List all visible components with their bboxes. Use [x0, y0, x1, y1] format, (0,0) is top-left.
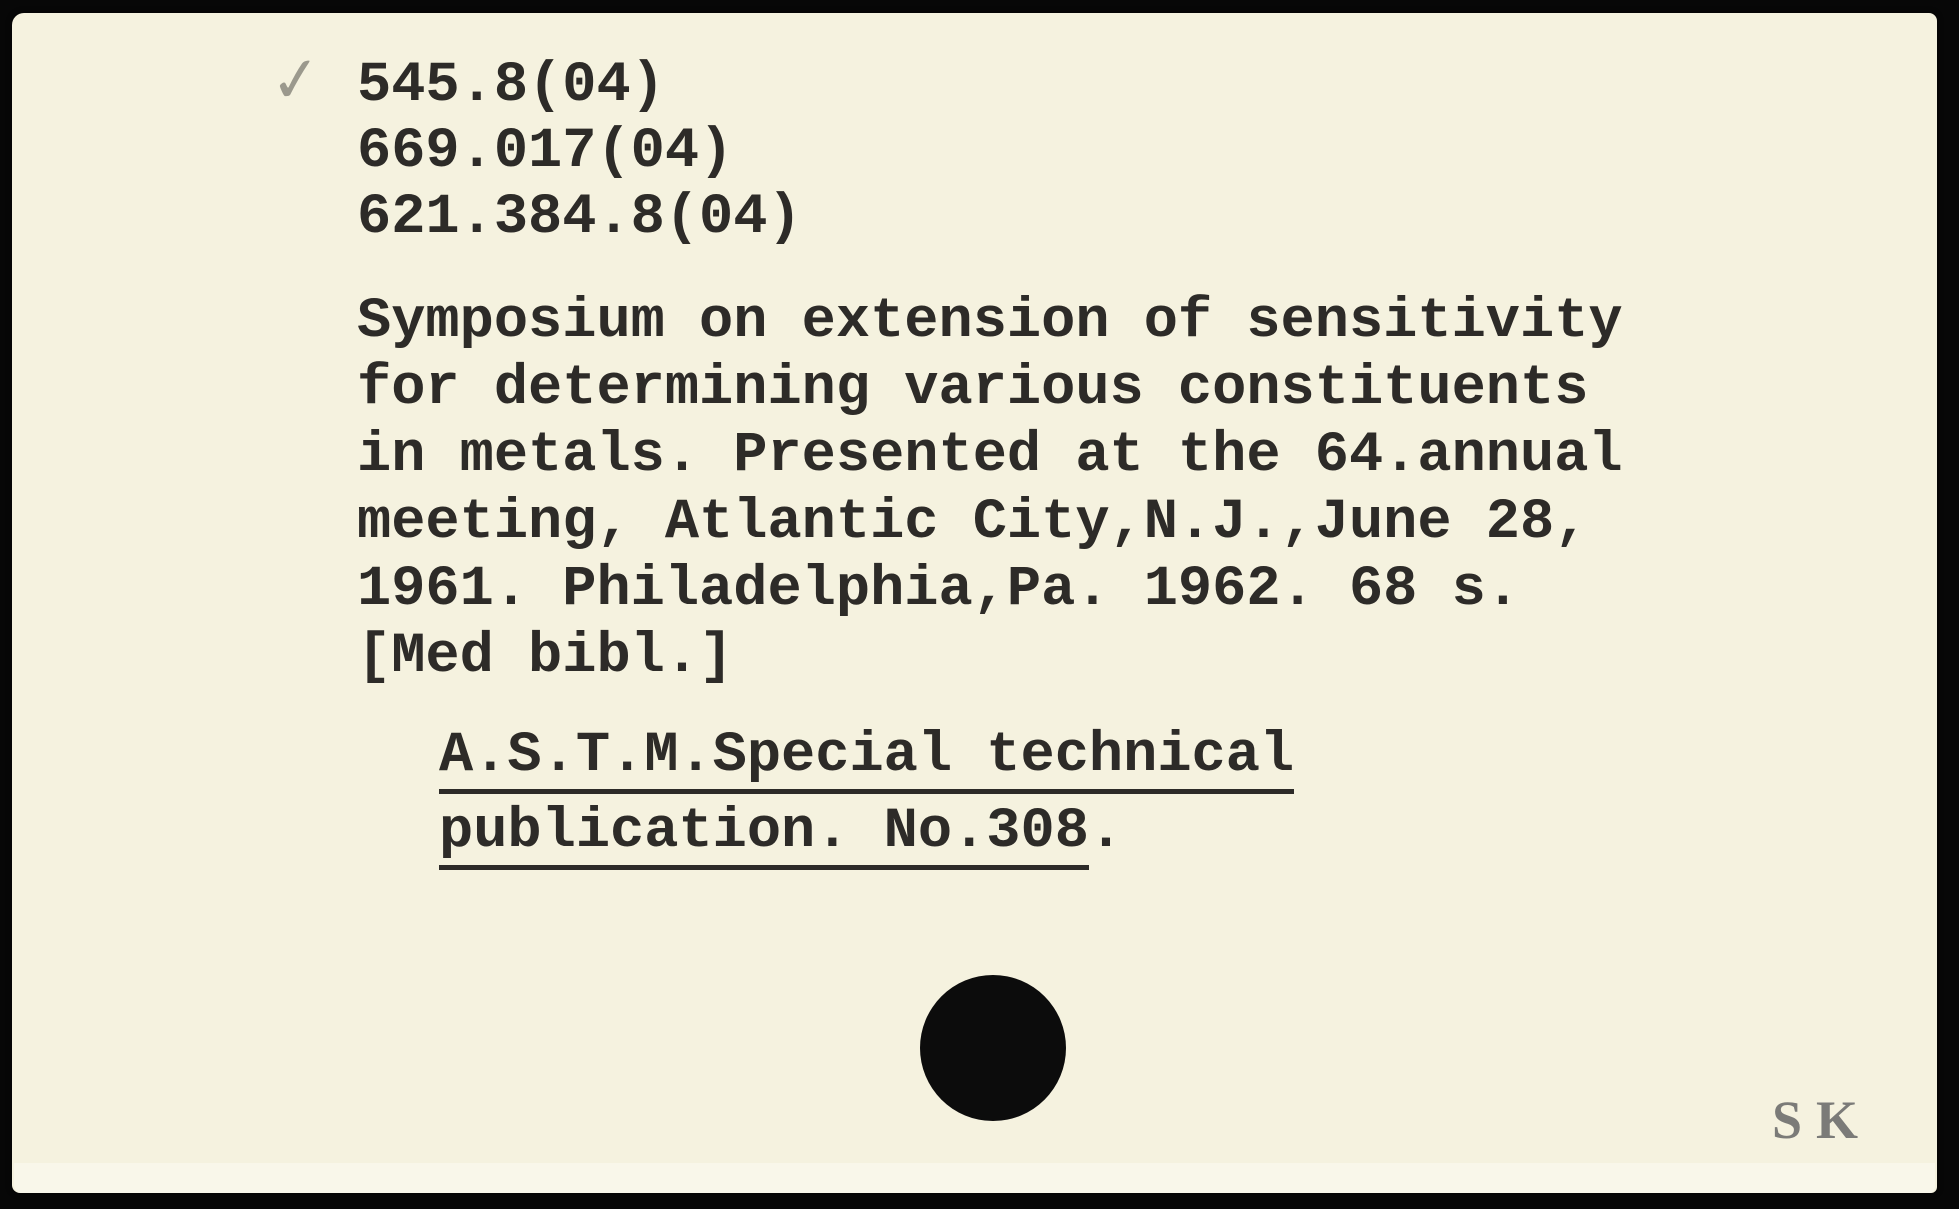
classification-numbers	[357, 53, 802, 251]
series-text-underlined: A.S.T.M.Special technical	[439, 727, 1294, 794]
catalog-card	[12, 13, 1937, 1193]
title-statement	[357, 289, 1623, 691]
classification-number: 669.017(04)	[357, 120, 734, 184]
title-line: meeting, Atlantic City,N.J.,June 28,	[357, 491, 1589, 555]
classification-number: 545.8(04)	[357, 54, 665, 118]
series-line	[439, 800, 1294, 870]
library-stamp: SK	[1772, 1090, 1873, 1150]
classification-number: 621.384.8(04)	[357, 186, 802, 250]
title-line: for determining various constituents	[357, 357, 1589, 421]
title-line: Symposium on extension of sensitivity	[357, 290, 1623, 354]
series-text-trailing: .	[1088, 800, 1124, 864]
title-line: [Med bibl.]	[357, 625, 734, 689]
title-line: in metals. Presented at the 64.annual	[357, 424, 1623, 488]
pencil-checkmark-icon: ✓	[266, 40, 326, 119]
card-bottom-edge	[14, 1163, 1935, 1193]
punch-hole	[920, 975, 1066, 1121]
series-line	[439, 724, 1295, 794]
series-statement	[439, 724, 1295, 879]
series-text-underlined: publication. No.308	[439, 803, 1089, 870]
title-line: 1961. Philadelphia,Pa. 1962. 68 s.	[357, 558, 1520, 622]
